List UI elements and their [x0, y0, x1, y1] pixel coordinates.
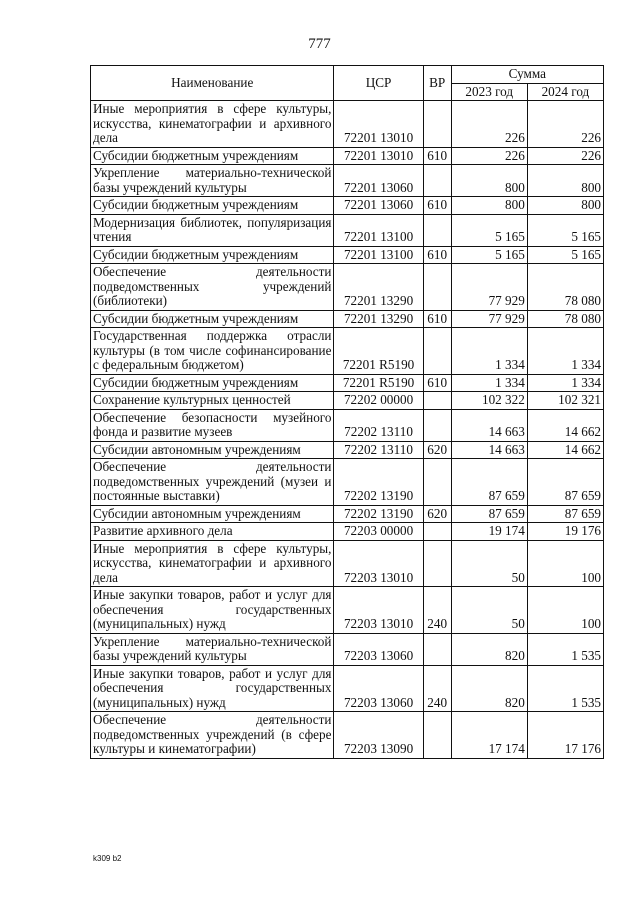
row-sum-2024: 5 165	[527, 214, 603, 246]
row-csr: 72202 13190	[334, 459, 423, 506]
row-vr	[423, 101, 451, 148]
table-row	[91, 441, 604, 459]
row-sum-2024: 87 659	[527, 505, 603, 523]
header-sum: Сумма	[451, 66, 603, 84]
row-name: Субсидии бюджетным учреждениям	[91, 310, 334, 328]
row-name: Обеспечение деятельности подведомственных учреждений (музеи и постоянные выставки)	[91, 459, 334, 506]
row-sum-2024: 100	[527, 540, 603, 587]
row-sum-2023: 226	[451, 101, 527, 148]
row-sum-2023: 800	[451, 197, 527, 215]
row-name: Иные мероприятия в сфере культуры, искусства, кинематографии и архивного дела	[91, 540, 334, 587]
row-sum-2023: 800	[451, 165, 527, 197]
row-csr: 72201 13010	[334, 101, 423, 148]
table-body	[91, 101, 604, 759]
table-row	[91, 665, 604, 712]
row-vr	[423, 712, 451, 759]
row-name: Укрепление материально-технической базы учреждений культуры	[91, 633, 334, 665]
row-name: Субсидии бюджетным учреждениям	[91, 374, 334, 392]
row-name: Иные мероприятия в сфере культуры, искусства, кинематографии и архивного дела	[91, 101, 334, 148]
table-row	[91, 409, 604, 441]
row-vr: 610	[423, 246, 451, 264]
row-sum-2024: 800	[527, 165, 603, 197]
row-vr	[423, 328, 451, 375]
row-vr: 610	[423, 374, 451, 392]
row-sum-2023: 102 322	[451, 392, 527, 410]
table-row	[91, 540, 604, 587]
row-name: Обеспечение деятельности подведомственных учреждений (в сфере культуры и кинематографии)	[91, 712, 334, 759]
row-sum-2023: 820	[451, 665, 527, 712]
row-sum-2024: 78 080	[527, 310, 603, 328]
row-name: Модернизация библиотек, популяризация чтения	[91, 214, 334, 246]
row-sum-2024: 1 334	[527, 374, 603, 392]
row-sum-2024: 5 165	[527, 246, 603, 264]
row-sum-2023: 50	[451, 540, 527, 587]
row-sum-2024: 1 334	[527, 328, 603, 375]
row-sum-2024: 1 535	[527, 633, 603, 665]
table-row	[91, 165, 604, 197]
row-vr: 620	[423, 441, 451, 459]
row-name: Иные закупки товаров, работ и услуг для обеспечения государственных (муниципальных) нужд	[91, 587, 334, 634]
row-sum-2023: 14 663	[451, 409, 527, 441]
row-sum-2023: 1 334	[451, 374, 527, 392]
row-sum-2024: 78 080	[527, 264, 603, 311]
row-sum-2023: 820	[451, 633, 527, 665]
row-name: Субсидии бюджетным учреждениям	[91, 197, 334, 215]
row-sum-2024: 17 176	[527, 712, 603, 759]
row-csr: 72203 13010	[334, 587, 423, 634]
row-csr: 72201 13100	[334, 214, 423, 246]
header-vr: ВР	[423, 66, 451, 101]
row-sum-2023: 226	[451, 147, 527, 165]
row-csr: 72203 13060	[334, 633, 423, 665]
table-row	[91, 505, 604, 523]
footer-code: k309 b2	[93, 854, 122, 863]
row-name: Субсидии автономным учреждениям	[91, 505, 334, 523]
row-name: Обеспечение безопасности музейного фонда и развитие музеев	[91, 409, 334, 441]
row-sum-2024: 226	[527, 101, 603, 148]
row-vr	[423, 523, 451, 541]
row-name: Субсидии автономным учреждениям	[91, 441, 334, 459]
row-sum-2023: 14 663	[451, 441, 527, 459]
table-row	[91, 214, 604, 246]
row-sum-2023: 19 174	[451, 523, 527, 541]
row-sum-2023: 77 929	[451, 310, 527, 328]
row-vr	[423, 540, 451, 587]
table-row	[91, 633, 604, 665]
table-header	[91, 66, 604, 101]
row-sum-2024: 14 662	[527, 441, 603, 459]
row-vr: 620	[423, 505, 451, 523]
row-name: Субсидии бюджетным учреждениям	[91, 246, 334, 264]
row-csr: 72201 13060	[334, 197, 423, 215]
row-vr: 240	[423, 587, 451, 634]
table-row	[91, 147, 604, 165]
page-number: 777	[308, 36, 331, 52]
table-row	[91, 459, 604, 506]
header-year-2024: 2024 год	[527, 83, 603, 101]
row-name: Укрепление материально-технической базы учреждений культуры	[91, 165, 334, 197]
row-csr: 72201 13100	[334, 246, 423, 264]
row-sum-2024: 100	[527, 587, 603, 634]
row-sum-2024: 14 662	[527, 409, 603, 441]
row-name: Развитие архивного дела	[91, 523, 334, 541]
table-row	[91, 264, 604, 311]
row-csr: 72202 13190	[334, 505, 423, 523]
row-sum-2023: 17 174	[451, 712, 527, 759]
row-vr: 240	[423, 665, 451, 712]
row-sum-2023: 50	[451, 587, 527, 634]
row-csr: 72201 13290	[334, 310, 423, 328]
row-csr: 72202 00000	[334, 392, 423, 410]
row-vr: 610	[423, 197, 451, 215]
row-sum-2024: 800	[527, 197, 603, 215]
row-csr: 72201 13060	[334, 165, 423, 197]
row-sum-2023: 87 659	[451, 459, 527, 506]
row-vr	[423, 392, 451, 410]
table-row	[91, 328, 604, 375]
row-csr: 72203 13060	[334, 665, 423, 712]
table-row	[91, 374, 604, 392]
row-vr	[423, 633, 451, 665]
header-csr: ЦСР	[334, 66, 423, 101]
budget-table	[90, 65, 604, 759]
row-csr: 72203 00000	[334, 523, 423, 541]
row-sum-2023: 5 165	[451, 214, 527, 246]
row-csr: 72201 13010	[334, 147, 423, 165]
row-name: Иные закупки товаров, работ и услуг для обеспечения государственных (муниципальных) нужд	[91, 665, 334, 712]
row-sum-2024: 1 535	[527, 665, 603, 712]
row-vr	[423, 409, 451, 441]
table-row	[91, 310, 604, 328]
row-sum-2024: 87 659	[527, 459, 603, 506]
row-vr	[423, 459, 451, 506]
row-vr	[423, 165, 451, 197]
row-sum-2024: 102 321	[527, 392, 603, 410]
row-sum-2023: 87 659	[451, 505, 527, 523]
row-name: Сохранение культурных ценностей	[91, 392, 334, 410]
row-csr: 72201 R5190	[334, 328, 423, 375]
table-row	[91, 246, 604, 264]
row-csr: 72201 R5190	[334, 374, 423, 392]
row-name: Субсидии бюджетным учреждениям	[91, 147, 334, 165]
table-row	[91, 523, 604, 541]
table-row	[91, 712, 604, 759]
row-name: Обеспечение деятельности подведомственных учреждений (библиотеки)	[91, 264, 334, 311]
row-sum-2024: 19 176	[527, 523, 603, 541]
row-vr: 610	[423, 310, 451, 328]
row-vr	[423, 264, 451, 311]
row-sum-2023: 5 165	[451, 246, 527, 264]
row-csr: 72202 13110	[334, 409, 423, 441]
header-name: Наименование	[91, 66, 334, 101]
row-sum-2023: 77 929	[451, 264, 527, 311]
row-csr: 72203 13010	[334, 540, 423, 587]
row-csr: 72202 13110	[334, 441, 423, 459]
header-year-2023: 2023 год	[451, 83, 527, 101]
table-row	[91, 392, 604, 410]
row-csr: 72201 13290	[334, 264, 423, 311]
row-name: Государственная поддержка отрасли культуры (в том числе софинансирование с федеральным бюджетом)	[91, 328, 334, 375]
row-csr: 72203 13090	[334, 712, 423, 759]
row-sum-2023: 1 334	[451, 328, 527, 375]
table-row	[91, 587, 604, 634]
table-row	[91, 197, 604, 215]
row-vr: 610	[423, 147, 451, 165]
row-sum-2024: 226	[527, 147, 603, 165]
table-row	[91, 101, 604, 148]
row-vr	[423, 214, 451, 246]
